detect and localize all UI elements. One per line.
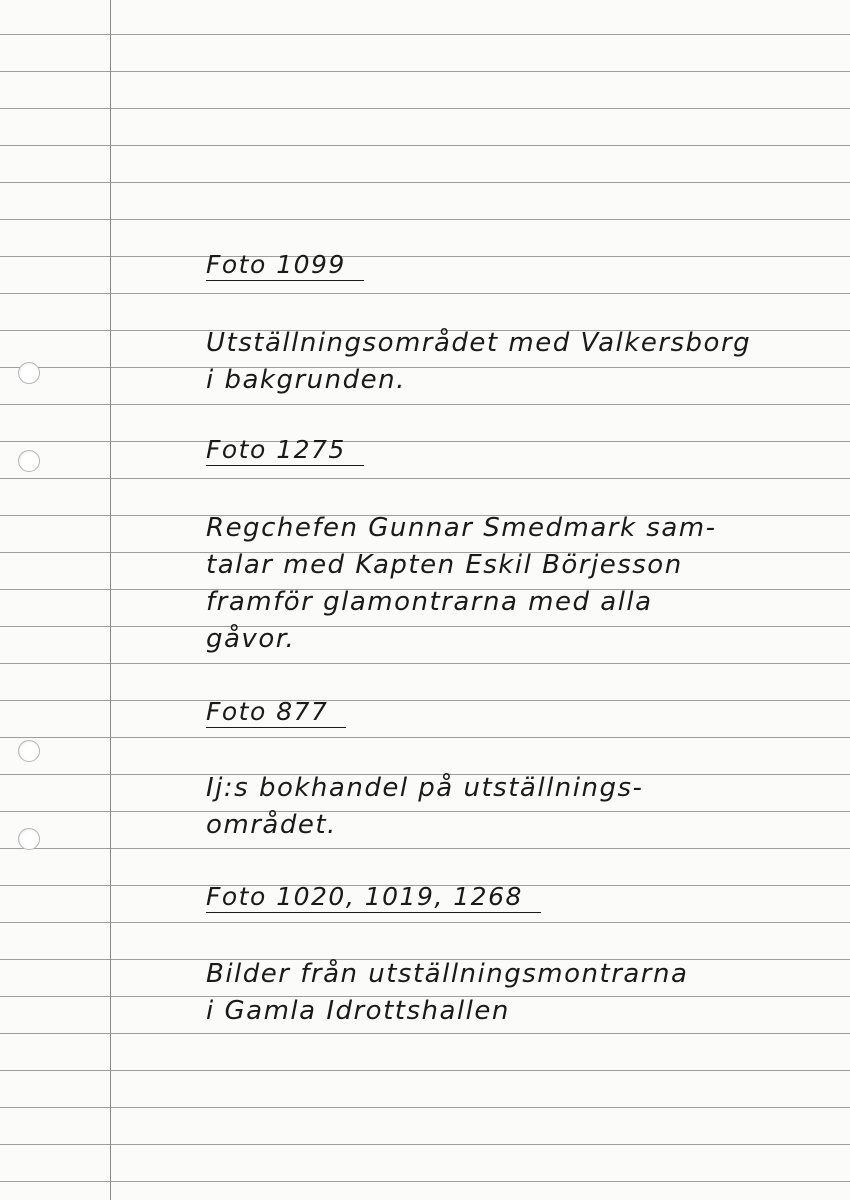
entry-line: gåvor. (206, 624, 296, 654)
punch-hole (18, 828, 40, 850)
entry-heading: Foto 1020, 1019, 1268 (206, 882, 541, 913)
entry-line: Regchefen Gunnar Smedmark sam- (206, 513, 717, 543)
entry-heading: Foto 877 (206, 697, 346, 728)
entry-line: framför glamontrarna med alla (206, 587, 653, 617)
entry-line: Utställningsområdet med Valkersborg (206, 328, 752, 358)
entry-line: Ij:s bokhandel på utställnings- (206, 773, 644, 803)
punch-hole (18, 362, 40, 384)
entry-line: Bilder från utställningsmontrarna (206, 959, 689, 989)
punch-hole (18, 450, 40, 472)
punch-hole (18, 740, 40, 762)
entry-heading: Foto 1099 (206, 250, 364, 281)
margin-line (110, 0, 111, 1200)
entry-line: i Gamla Idrottshallen (206, 996, 510, 1026)
entry-line: området. (206, 810, 337, 840)
entry-heading: Foto 1275 (206, 435, 364, 466)
entry-line: talar med Kapten Eskil Börjesson (206, 550, 683, 580)
entry-line: i bakgrunden. (206, 365, 406, 395)
